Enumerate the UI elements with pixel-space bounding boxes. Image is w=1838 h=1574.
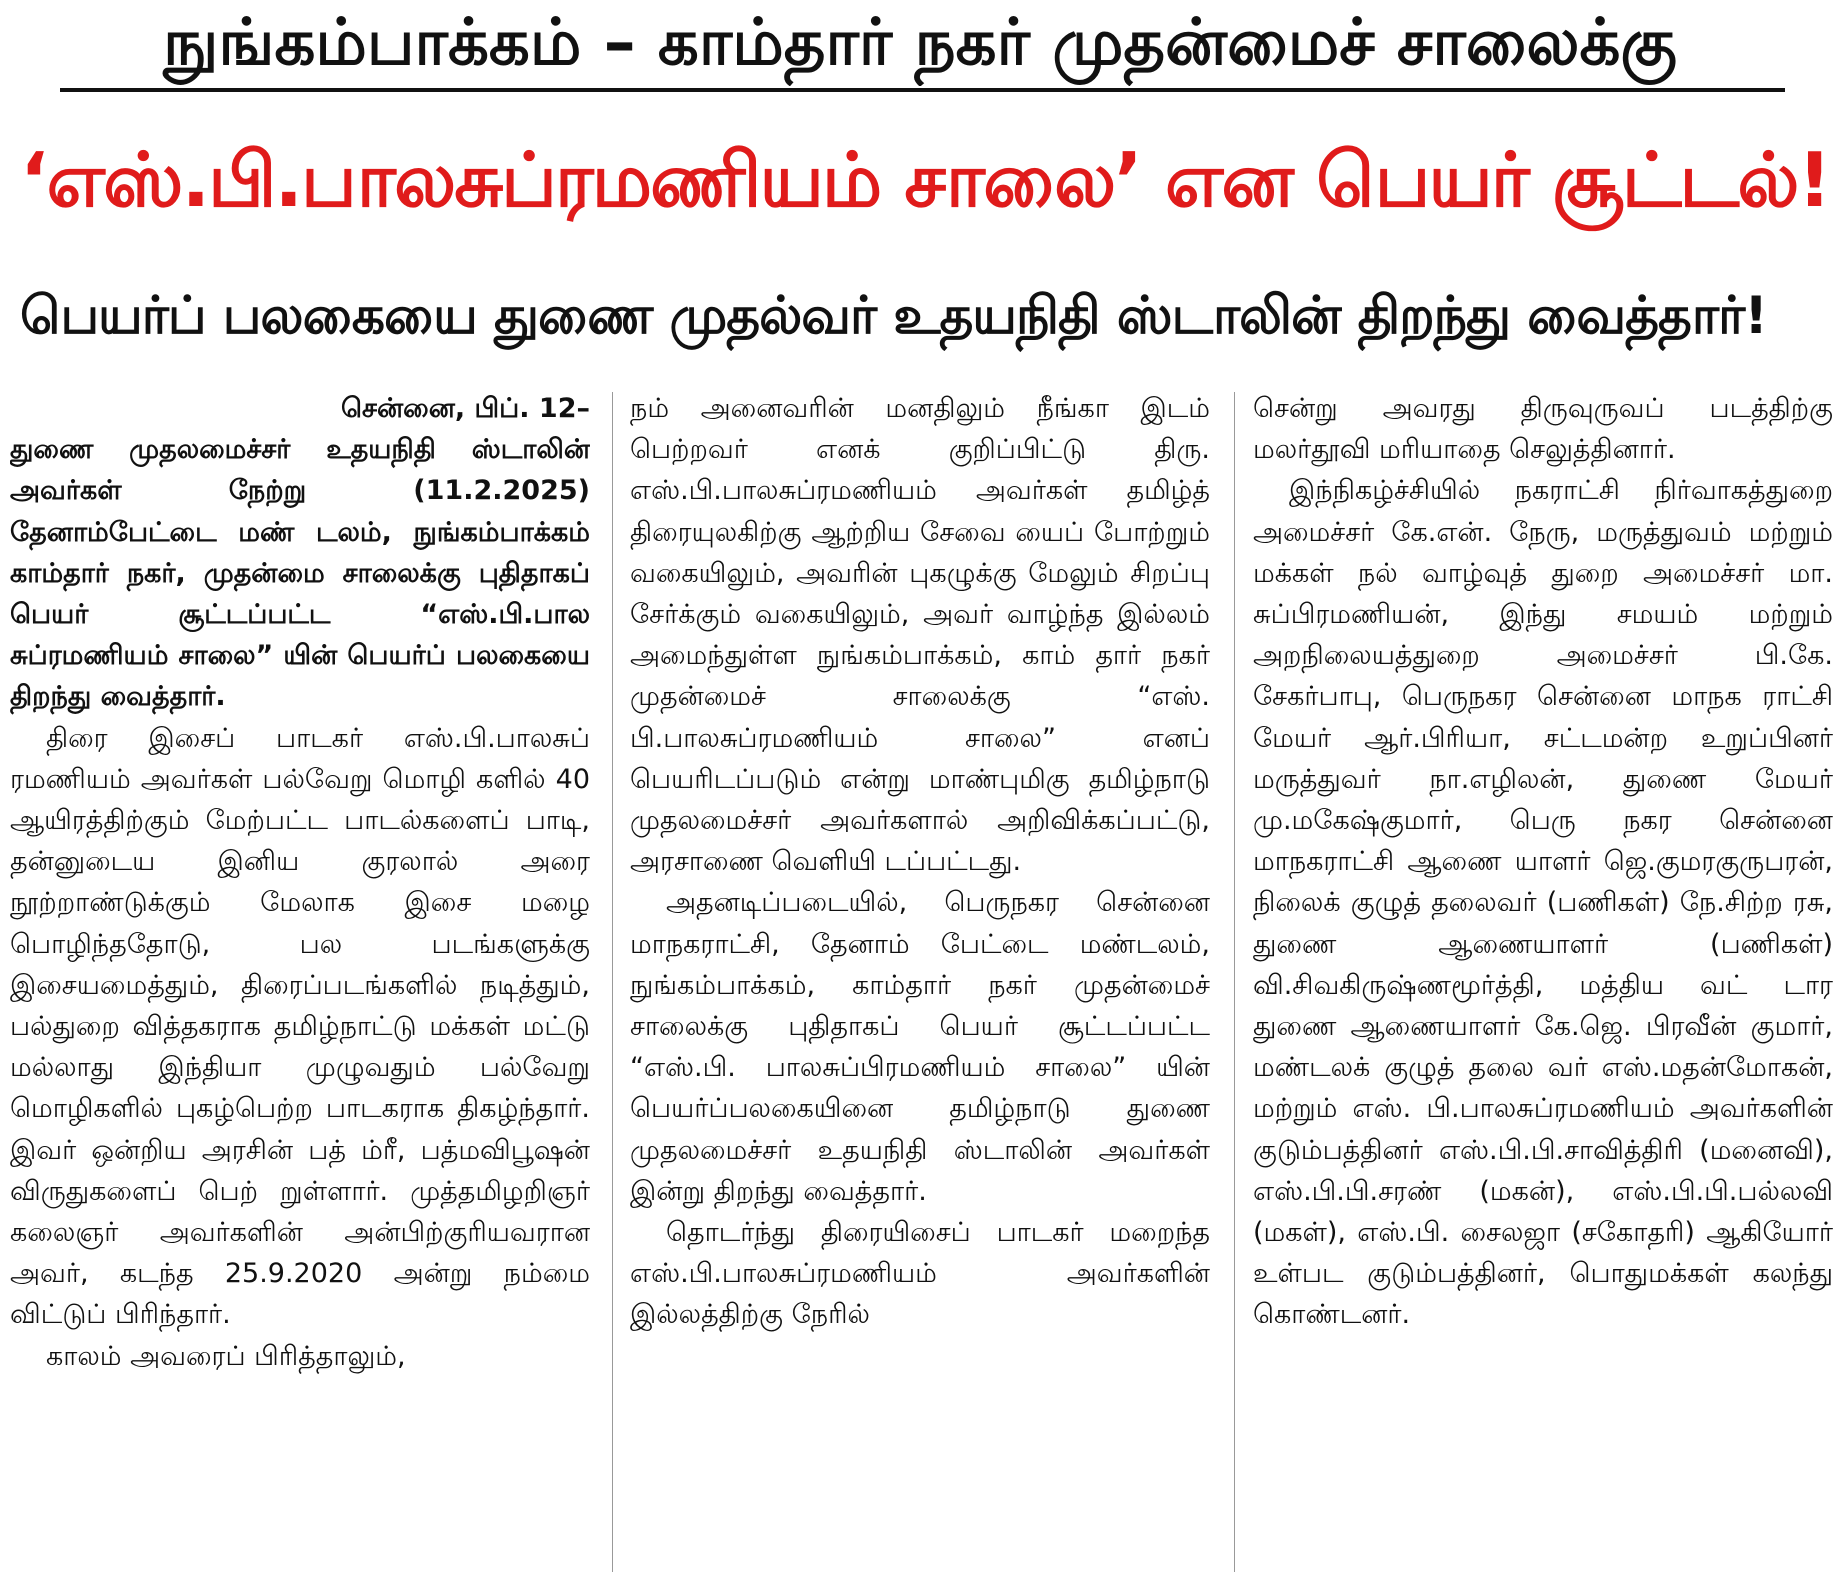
paragraph: இந்நிகழ்ச்சியில் நகராட்சி நிர்வாகத்துறை அமைச்சர் கே.என். நேரு, மருத்துவம் மற்றும் மக்கள் நல் வாழ்வுத் துறை அமைச்சர் மா. சுப்பிரமணியன், இந்து சமயம் மற்றும் அறநிலையத்துறை அமைச்சர் பி.கே. சேகர்பாபு, பெருநகர சென்னை மாநக ராட்சி மேயர் ஆர்.பிரியா, சட்டமன்ற உறுப்பினர் மருத்துவர் நா.எழிலன், துணை மேயர் மு.மகேஷ்குமார், பெரு நகர சென்னை மாநகராட்சி ஆணை யாளர் ஜெ.குமரகுருபரன், நிலைக் குழுத் தலைவர் (பணிகள்) நே.சிற்ற ரசு, துணை ஆணையாளர் (பணிகள்) வி.சிவகிருஷ்ணமூர்த்தி, மத்திய வட் டார துணை ஆணையாளர் கே.ஜெ. பிரவீன் குமார், மண்டலக் குழுத் தலை வர் எஸ்.மதன்மோகன், மற்றும் எஸ். பி.பாலசுப்ரமணியம் அவர்களின் குடும்பத்தினர் எஸ்.பி.பி.சாவித்திரி (மனைவி), எஸ்.பி.பி.சரண் (மகன்), எஸ்.பி.பி.பல்லவி (மகள்), எஸ்.பி. சைலஜா (சகோதரி) ஆகியோர் உள்பட குடும்பத்தினர், பொதுமக்கள் கலந்து கொண்டனர். [1253, 475, 1833, 1331]
headline-main: ‘எஸ்.பி.பாலசுப்ரமணியம் சாலை’ என பெயர் சூட்டல்! [20, 136, 1830, 224]
headline-top: நுங்கம்பாக்கம் – காம்தார் நகர் முதன்மைச் சாலைக்கு [163, 6, 1677, 80]
paragraph: திரை இசைப் பாடகர் எஸ்.பி.பாலசுப் ரமணியம் அவர்கள் பல்வேறு மொழி களில் 40 ஆயிரத்திற்கும் மேற்பட்ட பாடல்களைப் பாடி, தன்னுடைய இனிய குரலால் அரை நூற்றாண்டுக்கும் மேலாக இசை மழை பொழிந்ததோடு, பல படங்களுக்கு இசையமைத்தும், திரைப்படங்களில் நடித்தும், பல்துறை வித்தகராக தமிழ்நாட்டு மக்கள் மட்டு மல்லாது இந்தியா முழுவதும் பல்வேறு மொழிகளில் புகழ்பெற்ற பாடகராக திகழ்ந்தார். இவர் ஒன்றிய அரசின் பத் ம்ரீ, பத்மவிபூஷன் விருதுகளைப் பெற் றுள்ளார். முத்தமிழறிஞர் கலைஞர் அவர்களின் அன்பிற்குரியவரான அவர், கடந்த 25.9.2020 அன்று நம்மை விட்டுப் பிரிந்தார். [10, 722, 590, 1331]
column-divider [1234, 392, 1235, 1572]
column-divider [612, 392, 613, 1572]
article-column-2 [630, 388, 1210, 1574]
headline-rule [60, 88, 1785, 92]
paragraph: அதனடிப்படையில், பெருநகர சென்னை மாநகராட்சி, தேனாம் பேட்டை மண்டலம், நுங்கம்பாக்கம், காம்தார் நகர் முதன்மைச் சாலைக்கு புதிதாகப் பெயர் சூட்டப்பட்ட “எஸ்.பி. பாலசுப்பிரமணியம் சாலை” யின் பெயர்ப்பலகையினை தமிழ்நாடு துணை முதலமைச்சர் உதயநிதி ஸ்டாலின் அவர்கள் இன்று திறந்து வைத்தார். [630, 887, 1210, 1207]
article-column-3 [1253, 388, 1833, 1574]
paragraph: நம் அனைவரின் மனதிலும் நீங்கா இடம் பெற்றவர் எனக் குறிப்பிட்டு திரு. எஸ்.பி.பாலசுப்ரமணியம் அவர்கள் தமிழ்த் திரையுலகிற்கு ஆற்றிய சேவை யைப் போற்றும் வகையிலும், அவரின் புகழுக்கு மேலும் சிறப்பு சேர்க்கும் வகையிலும், அவர் வாழ்ந்த இல்லம் அமைந்துள்ள நுங்கம்பாக்கம், காம் தார் நகர் முதன்மைச் சாலைக்கு “எஸ். பி.பாலசுப்ரமணியம் சாலை” எனப் பெயரிடப்படும் என்று மாண்புமிகு தமிழ்நாடு முதலமைச்சர் அவர்களால் அறிவிக்கப்பட்டு, அரசாணை வெளியி டப்பட்டது. [630, 393, 1210, 878]
article-column-1 [10, 388, 590, 1574]
paragraph: தொடர்ந்து திரையிசைப் பாடகர் மறைந்த எஸ்.பி.பாலசுப்ரமணியம் அவர்களின் இல்லத்திற்கு நேரில் [630, 1217, 1210, 1331]
paragraph: சென்று அவரது திருவுருவப் படத்திற்கு மலர்தூவி மரியாதை செலுத்தினார். [1253, 393, 1833, 466]
paragraph: காலம் அவரைப் பிரித்தாலும், [46, 1340, 406, 1372]
lead-paragraph: துணை முதலமைச்சர் உதயநிதி ஸ்டாலின் அவர்கள் நேற்று (11.2.2025) தேனாம்பேட்டை மண் டலம், நுங்கம்பாக்கம் காம்தார் நகர், முதன்மை சாலைக்கு புதிதாகப் பெயர் சூட்டப்பட்ட “எஸ்.பி.பால சுப்ரமணியம் சாலை” யின் பெயர்ப் பலகையை திறந்து வைத்தார். [10, 434, 590, 713]
subheadline: பெயர்ப் பலகையை துணை முதல்வர் உதயநிதி ஸ்டாலின் திறந்து வைத்தார்! [20, 286, 1767, 346]
dateline: சென்னை, பிப். 12– [341, 393, 590, 424]
